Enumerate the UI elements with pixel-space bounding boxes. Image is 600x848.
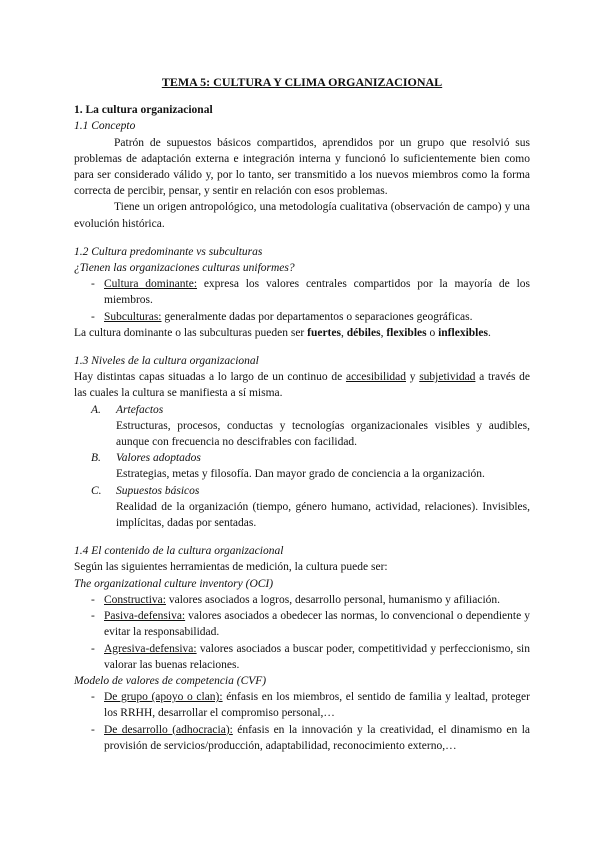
cvf-title: Modelo de valores de competencia (CVF): [74, 674, 267, 687]
document-page: [74, 74, 530, 754]
cvf-list: [74, 689, 530, 754]
concept-paragraph-1: Patrón de supuestos básicos compartidos, aprendidos por un grupo que resolvió sus problemas de adaptación externa e integración interna y funcionó lo suficientemente bien como para ser considerado válido y, por lo tanto, ser transmitido a los nuevos miembros como la forma correcta de percibir, pensar, y sentir en relación con esos problemas.: [74, 136, 530, 198]
list-item: - Constructiva: valores asociados a logros, desarrollo personal, humanismo y afiliación.: [74, 592, 530, 608]
subsection-heading-1-1: 1.1 Concepto: [74, 120, 136, 133]
list-item: [74, 309, 530, 325]
subsection-heading-1-4: 1.4 El contenido de la cultura organizacional: [74, 545, 284, 558]
list-item: - Agresiva-defensiva: valores asociados a buscar poder, competitividad y perfeccionismo, sin valorar las buenas relaciones.: [74, 641, 530, 673]
levels-list: [74, 402, 530, 532]
list-term: Subculturas:: [104, 310, 162, 323]
section-heading-1: 1. La cultura organizacional: [74, 104, 213, 117]
list-text: generalmente dadas por departamentos o separaciones geográficas.: [161, 310, 473, 323]
level-desc: Estrategias, metas y filosofía. Dan mayor grado de conciencia a la organización.: [116, 468, 485, 481]
list-text: expresa los valores centrales compartidos por la mayoría de los miembros.: [104, 278, 530, 307]
level-desc: Realidad de la organización (tiempo, género humano, actividad, relaciones). Invisibles, implícitas, dadas por sentadas.: [116, 500, 530, 530]
levels-intro: Hay distintas capas situadas a lo largo de un continuo de accesibilidad y subjetividad a través de las cuales la cultura se manifiesta a sí misma.: [74, 371, 531, 400]
list-term: Cultura dominante:: [104, 278, 198, 291]
list-item: C. Supuestos básicos Realidad de la organización (tiempo, género humano, actividad, relaciones). Invisibles, implícitas, dadas por sentadas.: [74, 483, 530, 532]
subsection-heading-1-3: 1.3 Niveles de la cultura organizacional: [74, 355, 259, 368]
list-item: A. Artefactos Estructuras, procesos, conductas y tecnologías organizacionales visibles y audibles, aunque con frecuencia no descifrables con facilidad.: [74, 402, 530, 451]
level-name: Valores adoptados: [116, 452, 201, 465]
subculture-question: ¿Tienen las organizaciones culturas uniformes?: [74, 262, 295, 275]
concept-paragraph-2: Tiene un origen antropológico, una metodología cualitativa (observación de campo) y una evolución histórica.: [74, 201, 530, 230]
list-item: - De grupo (apoyo o clan): énfasis en los miembros, el sentido de familia y lealtad, proteger los RRHH, desarrollar el compromiso personal,…: [74, 689, 530, 721]
list-item: - De desarrollo (adhocracia): énfasis en la innovación y la creatividad, el dinamismo en la provisión de servicios/producción, adaptabilidad, reconocimiento externo,…: [74, 722, 530, 754]
list-item: [74, 276, 530, 308]
subsection-heading-1-2: 1.2 Cultura predominante vs subculturas: [74, 245, 263, 258]
culture-strength-sentence: La cultura dominante o las subculturas pueden ser fuertes, débiles, flexibles o inflexibles.: [74, 326, 491, 339]
level-name: Artefactos: [116, 403, 164, 416]
level-desc: Estructuras, procesos, conductas y tecnologías organizacionales visibles y audibles, aunque con frecuencia no descifrables con facilidad.: [116, 419, 530, 449]
content-intro: Según las siguientes herramientas de medición, la cultura puede ser:: [74, 561, 388, 574]
subculture-list: [74, 276, 530, 325]
oci-list: [74, 592, 530, 673]
document-title: TEMA 5: CULTURA Y CLIMA ORGANIZACIONAL: [161, 75, 443, 89]
level-name: Supuestos básicos: [116, 484, 200, 497]
list-item: - Pasiva-defensiva: valores asociados a obedecer las normas, lo convencional o dependiente y evitar la responsabilidad.: [74, 608, 530, 640]
list-item: B. Valores adoptados Estrategias, metas y filosofía. Dan mayor grado de conciencia a la organización.: [74, 450, 530, 482]
oci-title: The organizational culture inventory (OCI): [74, 577, 274, 590]
